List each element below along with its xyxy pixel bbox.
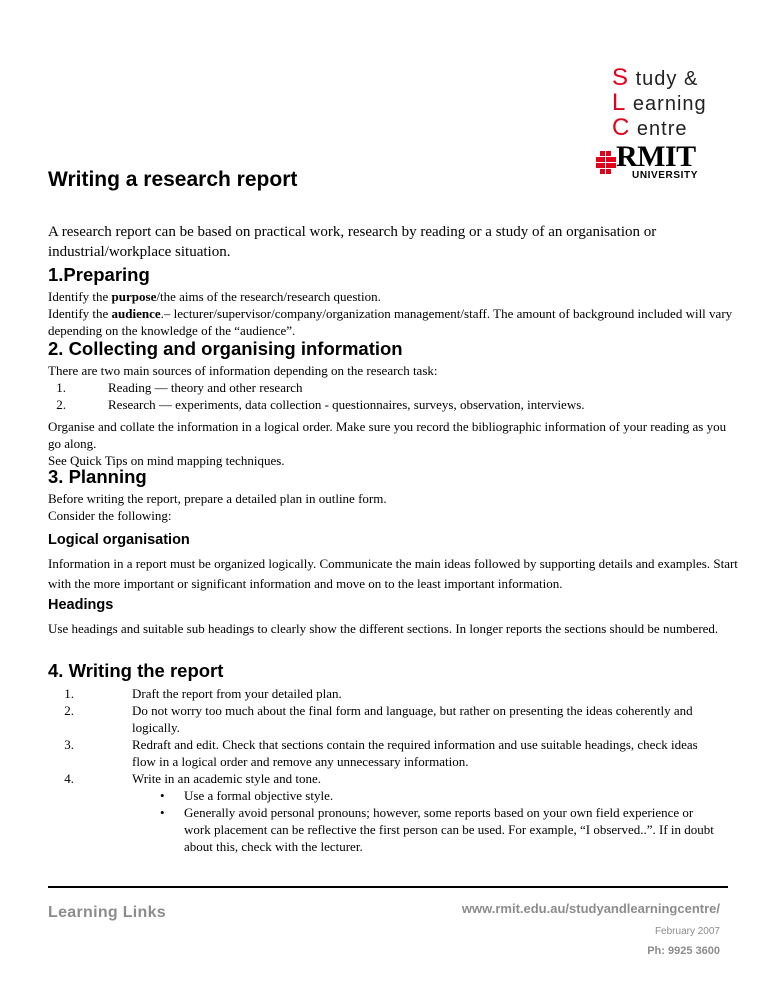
bullet-icon: • bbox=[160, 805, 165, 820]
section-2-heading: 2. Collecting and organising information bbox=[48, 338, 403, 359]
section-1-body bbox=[48, 288, 738, 339]
headings-heading: Headings bbox=[48, 597, 114, 613]
section-1-heading: 1.Preparing bbox=[48, 264, 150, 285]
list-item: 1. Draft the report from your detailed plan. bbox=[64, 686, 342, 701]
headings-text: Use headings and suitable sub headings to clearly show the different sections. In longer reports the sections should be numbered. bbox=[48, 621, 719, 636]
bullet-icon: • bbox=[160, 788, 165, 803]
section-2-list bbox=[48, 379, 738, 413]
slc-logo bbox=[612, 66, 752, 141]
audience-line: Identify the audience.– lecturer/supervisor/company/organization management/staff. The amount of background included will vary depending on the knowledge of the “audience”. bbox=[48, 306, 733, 338]
university-label: UNIVERSITY bbox=[632, 170, 699, 181]
footer-url-link[interactable]: www.rmit.edu.au/studyandlearningcentre/ bbox=[461, 901, 720, 916]
list-item: 3. Redraft and edit. Check that sections contain the required information and use suitable headings, check ideas flow in a logical order and remove any unnecessary information. bbox=[64, 737, 698, 769]
rmit-wordmark: RMIT bbox=[616, 140, 696, 173]
logical-organisation-heading: Logical organisation bbox=[48, 532, 190, 548]
purpose-line: Identify the purpose/the aims of the research/research question. bbox=[48, 289, 381, 304]
section-3-heading: 3. Planning bbox=[48, 466, 147, 487]
learning-links-label: Learning Links bbox=[48, 904, 166, 921]
section-4-list bbox=[64, 685, 714, 855]
logical-organisation-text: Information in a report must be organized logically. Communicate the main ideas followed by supporting details and examples. Start with the more important or significant information and move on to the least important information. bbox=[48, 556, 738, 591]
page-title: Writing a research report bbox=[48, 168, 298, 191]
list-item: 2. Research — experiments, data collection - questionnaires, surveys, observation, interviews. bbox=[56, 397, 585, 412]
section-2-para bbox=[48, 418, 738, 469]
logo-line-centre: C entre bbox=[612, 114, 688, 141]
intro-paragraph: A research report can be based on practical work, research by reading or a study of an organisation or industrial/workplace situation. bbox=[48, 224, 657, 260]
logo-line-learning: L earning bbox=[612, 89, 707, 116]
footer-phone: Ph: 9925 3600 bbox=[647, 945, 720, 957]
list-item: 4. Write in an academic style and tone. bbox=[64, 771, 321, 786]
list-item: 2. Do not worry too much about the final form and language, but rather on presenting the ideas coherently and logically. bbox=[64, 703, 693, 735]
bullet-item: • Use a formal objective style. bbox=[160, 788, 334, 803]
footer-divider bbox=[48, 886, 728, 888]
section-2-lead: There are two main sources of information depending on the research task: bbox=[48, 363, 438, 378]
bullet-item: • Generally avoid personal pronouns; however, some reports based on your own field experience or work placement can be reflective the first person can be used. For example, “I observed..”. If in doubt about this, check with the lecturer. bbox=[160, 805, 714, 854]
logo-line-study: S tudy & bbox=[612, 64, 699, 91]
organise-text: Organise and collate the information in a logical order. Make sure you record the bibliographic information of your reading as you go along. bbox=[48, 419, 727, 451]
section-4-heading: 4. Writing the report bbox=[48, 660, 224, 681]
section-3-intro bbox=[48, 490, 738, 524]
consider-line: Consider the following: bbox=[48, 508, 172, 523]
list-item: 1. Reading — theory and other research bbox=[56, 380, 303, 395]
footer-date: February 2007 bbox=[654, 926, 720, 937]
quick-tips-text: See Quick Tips on mind mapping techniques. bbox=[48, 453, 285, 468]
plan-line: Before writing the report, prepare a detailed plan in outline form. bbox=[48, 491, 387, 506]
